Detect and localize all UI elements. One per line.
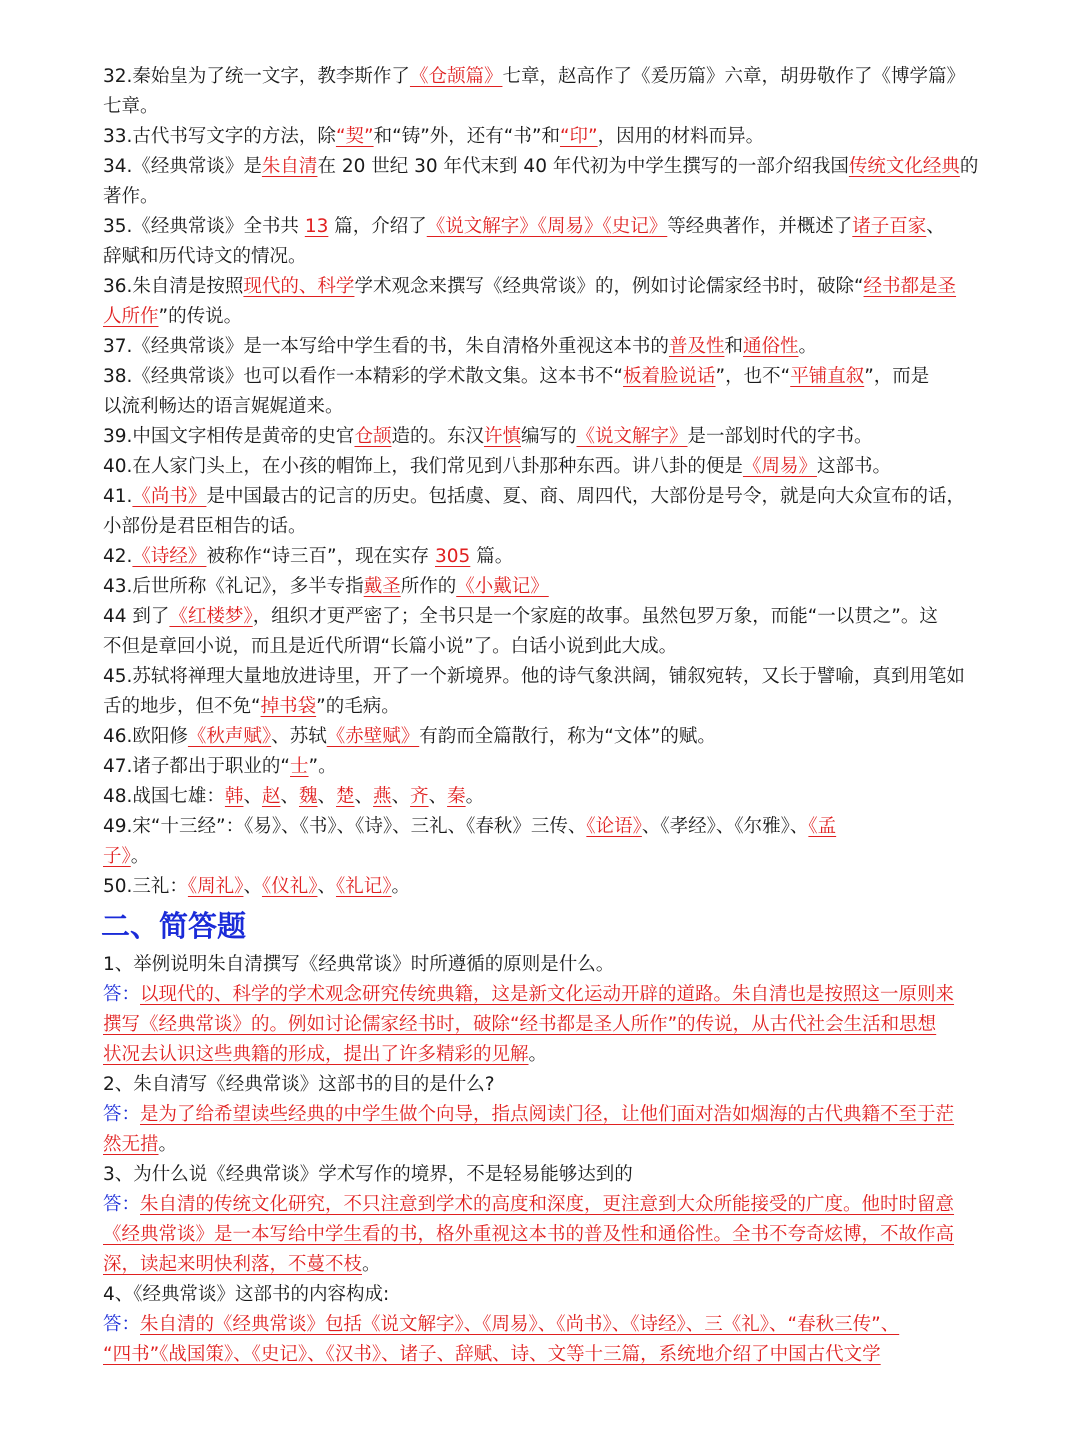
answer-line [103,1010,980,1040]
answer-text: 以现代的、科学的学术观念研究传统典籍，这是新文化运动开辟的道路。朱自清也是按照这一原则来 [140,984,955,1005]
question-text: 等经典著作，并概述了 [667,216,853,237]
question-text: 在 20 世纪 30 年代末到 40 年代初为中学生撰写的一部介绍我国 [317,156,849,177]
answer-text: 《小戴记》 [456,576,549,597]
answer-text: 板着脸说话 [623,366,716,387]
question-text: 著作。 [103,186,159,207]
question-text: 被称作“诗三百”，现在实存 [206,546,435,567]
answer-text: “契” [335,126,374,147]
question-text: 有韵而全篇散行，称为“文体”的赋。 [419,726,716,747]
answer-text: 现代的、科学 [243,276,355,297]
answer-text: 《尚书》 [132,486,207,507]
question-text: 33.古代书写文字的方法，除 [103,126,336,147]
answer-prefix: 答： [103,1104,141,1125]
text-line [103,692,980,722]
text-line [103,812,980,842]
question-text: 43.后世所称《礼记》，多半专指 [103,576,364,597]
text-line [103,362,980,392]
answer-text: 《周礼》 [187,876,244,897]
text-line [103,602,980,632]
answer-text: “四书”《战国策》、《史记》、《汉书》、诸子、辞赋、诗、文等十三篇，系统地介绍了中国古代文学 [103,1344,881,1365]
answer-text: 人所作 [103,306,159,327]
text-line [103,302,980,332]
question-text: 46.欧阳修 [103,726,188,747]
question-text: 所作的 [400,576,457,597]
answer-text: 《赤壁赋》 [326,726,420,747]
short-answer-list [103,950,980,1370]
text-line [103,62,980,92]
answer-text: 13 [304,216,329,237]
question-text: 35.《经典常谈》全书共 [103,216,305,237]
question-text: 。 [391,876,411,897]
answer-text: 楚 [336,786,355,807]
question-text: 小部份是君臣相告的话。 [103,516,307,537]
text-line [103,512,980,542]
question-text: 篇。 [470,546,514,567]
question-text: 50.三礼： [103,876,188,897]
answer-line [103,1040,980,1070]
answer-text: 普及性 [668,336,725,357]
text-line [103,242,980,272]
answer-line [103,1310,980,1340]
question-line: 1、举例说明朱自清撰写《经典常谈》时所遵循的原则是什么。 [103,954,615,975]
text-line [103,482,980,512]
question-text: ，组织才更严密了；全书只是一个家庭的故事。虽然包罗万象，而能“一以贯之”。这 [252,606,938,627]
question-text: 38.《经典常谈》也可以看作一本精彩的学术散文集。这本书不“ [103,366,624,387]
answer-line [103,1220,980,1250]
question-text: 不但是章回小说，而且是近代所谓“长篇小说”了。白话小说到此大成。 [103,636,678,657]
question-text: 40.在人家门头上，在小孩的帽饰上，我们常见到八卦那种东西。讲八卦的便是 [103,456,743,477]
question-text: 。 [798,336,817,357]
question-text: 34.《经典常谈》是 [103,156,262,177]
question-text: ，因用的材料而异。 [597,126,765,147]
answer-text: 状况去认识这些典籍的形成，提出了许多精彩的见解 [103,1044,529,1065]
answer-text: 韩 [224,786,244,807]
text-line [103,752,980,782]
question-text: 这部书。 [816,456,891,477]
text-line [103,182,980,212]
question-text: 。 [130,846,150,867]
text-line [103,422,980,452]
question-line: 4、《经典常谈》这部书的内容构成: [103,1284,390,1305]
answer-text: 305 [435,546,471,567]
text-line [103,662,980,692]
question-text: 七章。 [103,96,159,117]
question-text: 学术观念来撰写《经典常谈》的，例如讨论儒家经书时，破除“ [354,276,864,297]
text-line [103,332,980,362]
answer-text: 深，读起来明快利落，不蔓不枝 [103,1254,363,1275]
question-text: 。 [465,786,485,807]
section-heading: 二、简答题 [101,909,247,943]
question-text: 、 [428,786,448,807]
answer-text: 许慎 [483,426,521,447]
question-text: 、 [280,786,299,807]
answer-text: 朱自清的《经典常谈》包括《说文解字》、《周易》、《尚书》、《诗经》、三《礼》、“春秋三传”、 [140,1314,900,1335]
answer-prefix: 答： [103,984,141,1005]
answer-text: 通俗性 [742,336,799,357]
text-line [103,92,980,122]
fill-in-blank-list [103,62,980,902]
question-text: 47.诸子都出于职业的“ [103,756,291,777]
question-text: 37.《经典常谈》是一本写给中学生看的书，朱自清格外重视这本书的 [103,336,669,357]
answer-text: 赵 [261,786,281,807]
answer-text: “印” [559,126,598,147]
answer-tail: 。 [362,1254,381,1275]
answer-text: 燕 [373,786,392,807]
question-text: 辞赋和历代诗文的情况。 [103,246,307,267]
text-line [103,272,980,302]
question-text: 48.战国七雄： [103,786,225,807]
answer-text: 魏 [298,786,318,807]
question-text: 编写的 [520,426,577,447]
answer-text: 秦 [447,786,466,807]
answer-text: 子》 [103,846,131,867]
answer-text: 经书都是圣 [863,276,957,297]
question-text: ”，而是 [864,366,930,387]
answer-line [103,1340,980,1370]
question-text: ”的传说。 [158,306,243,327]
text-line [103,452,980,482]
text-line [103,632,980,662]
text-line [103,872,980,902]
answer-text: 《说文解字》《周易》《史记》 [426,216,668,237]
question-text: 和 [724,336,743,357]
question-text: 32.秦始皇为了统一文字，教李斯作了 [103,66,410,87]
answer-line [103,1130,980,1160]
text-line [103,572,980,602]
question-text: 以流利畅达的语言娓娓道来。 [103,396,344,417]
text-line [103,782,980,812]
answer-prefix: 答： [103,1194,141,1215]
text-line [103,212,980,242]
answer-line [103,1190,980,1220]
answer-text: 《诗经》 [132,546,207,567]
question-text: 49.宋“十三经”：《易》、《书》、《诗》、三礼、《春秋》三传、 [103,816,587,837]
text-line [103,542,980,572]
question-text: 舌的地步，但不免“ [103,696,261,717]
answer-text: 《红楼梦》 [169,606,253,627]
question-text: ”。 [308,756,337,777]
answer-text: 《孟 [808,816,837,837]
answer-text: 传统文化经典 [848,156,960,177]
answer-text: 《礼记》 [335,876,392,897]
question-text: 36.朱自清是按照 [103,276,244,297]
answer-text: 平铺直叙 [790,366,865,387]
question-text: 是中国最古的记言的历史。包括虞、夏、商、周四代，大部份是号令，就是向大众宣布的话， [206,486,965,507]
answer-tail: 。 [528,1044,548,1065]
question-text: 、 [243,876,262,897]
answer-text: 《仓颉篇》 [409,66,503,87]
answer-text: 仓颉 [354,426,392,447]
text-line [103,722,980,752]
text-line [103,122,980,152]
answer-text: 是为了给希望读些经典的中学生做个向导，指点阅读门径，让他们面对浩如烟海的古代典籍不至于茫 [140,1104,955,1125]
answer-text: 《秋声赋》 [187,726,272,747]
answer-text: 撰写《经典常谈》的。例如讨论儒家经书时，破除“经书都是圣人所作”的传说，从古代社会生活和思想 [103,1014,937,1035]
question-text: 、《孝经》、《尔雅》、 [641,816,809,837]
answer-text: 朱自清的传统文化研究，不只注意到学术的高度和深度，更注意到大众所能接受的广度。他时时留意 [140,1194,955,1215]
answer-text: 《周易》 [742,456,817,477]
answer-line [103,980,980,1010]
answer-line [103,1100,980,1130]
answer-prefix: 答： [103,1314,141,1335]
answer-text: 士 [290,756,309,777]
question-text: 篇，介绍了 [328,216,427,237]
answer-text: 《说文解字》 [576,426,688,447]
question-text: 七章，赵高作了《爰历篇》六章，胡毋敬作了《博学篇》 [502,66,965,87]
question-text: 44 到了 [103,606,170,627]
text-line [103,392,980,422]
text-line [103,152,980,182]
question-text: 、 [317,876,336,897]
question-text: 、 [354,786,374,807]
question-text: 、苏轼 [271,726,327,747]
question-text: 是一部划时代的字书。 [687,426,873,447]
answer-text: 诸子百家 [852,216,927,237]
answer-line [103,1250,980,1280]
answer-text: 《论语》 [586,816,642,837]
question-text: 42. [103,546,133,567]
answer-text: 齐 [410,786,429,807]
question-text: 、 [926,216,945,237]
question-text: 的 [959,156,979,177]
question-text: ”，也不“ [715,366,791,387]
answer-text: 戴圣 [363,576,401,597]
question-text: 、 [391,786,411,807]
question-text: 造的。东汉 [391,426,484,447]
question-text: 、 [243,786,262,807]
question-text: 45.苏轼将禅理大量地放进诗里，开了一个新境界。他的诗气象洪阔，铺叙宛转，又长于譬喻，真到用笔如 [103,666,965,687]
answer-text: 《仪礼》 [261,876,318,897]
question-text: 、 [317,786,337,807]
question-text: 41. [103,486,133,507]
question-text: 和“铸”外，还有“书”和 [373,126,560,147]
question-text: 39.中国文字相传是黄帝的史官 [103,426,355,447]
answer-text: 朱自清 [261,156,318,177]
question-line: 2、朱自清写《经典常谈》这部书的目的是什么? [103,1074,495,1095]
answer-tail: 。 [158,1134,178,1155]
question-text: ”的毛病。 [316,696,400,717]
question-line: 3、为什么说《经典常谈》学术写作的境界，不是轻易能够达到的 [103,1164,633,1185]
answer-text: 然无措 [103,1134,159,1155]
text-line [103,842,980,872]
answer-text: 掉书袋 [260,696,317,717]
answer-text: 《经典常谈》是一本写给中学生看的书，格外重视这本书的普及性和通俗性。全书不夸奇炫博，不故作高 [103,1224,955,1245]
